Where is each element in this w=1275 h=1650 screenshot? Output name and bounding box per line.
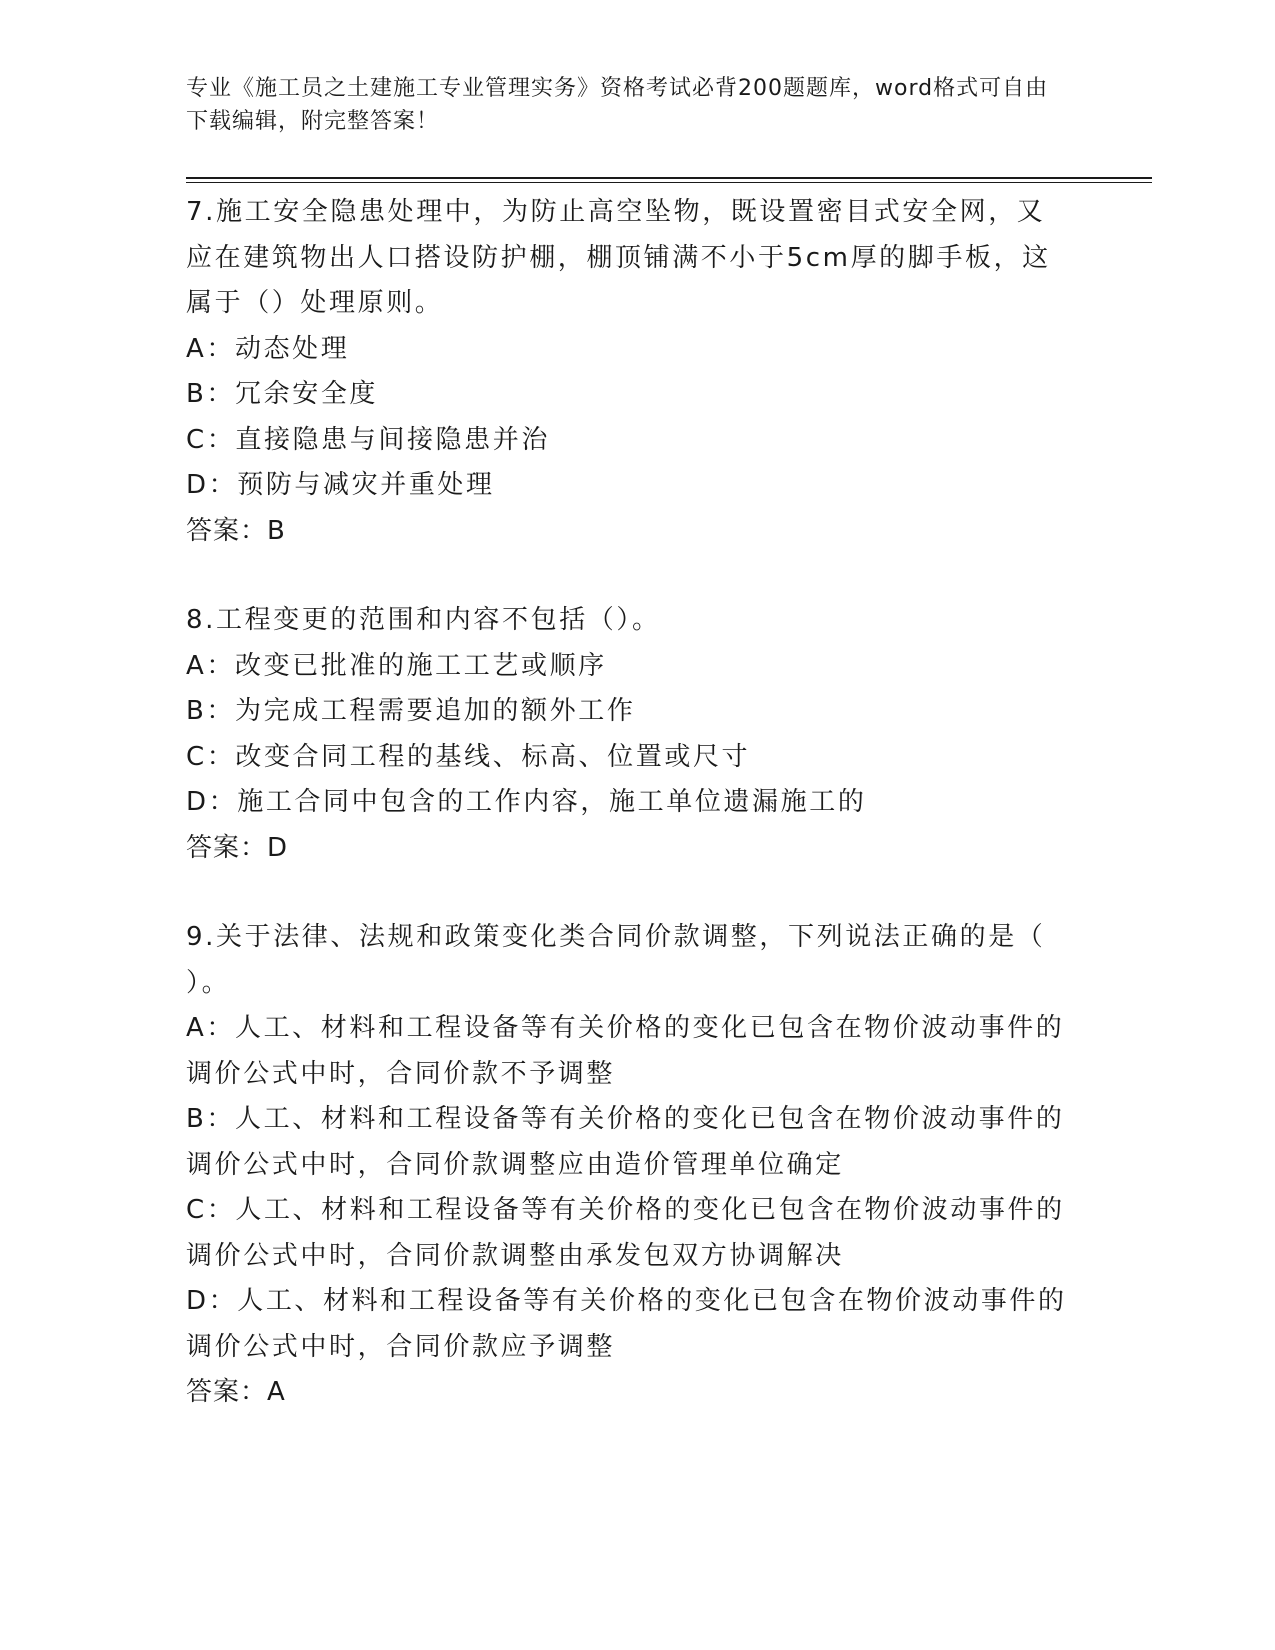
option-a: A：改变已批准的施工工艺或顺序 [186, 650, 607, 681]
question-9 [186, 915, 1076, 1416]
option-b: B：人工、材料和工程设备等有关价格的变化已包含在物价波动事件的 [186, 1104, 1065, 1134]
option-c-continued: 调价公式中时，合同价款调整由承发包双方协调解决 [186, 1240, 844, 1271]
question-stem-line: ）。 [186, 967, 231, 998]
option-b: B：为完成工程需要追加的额外工作 [186, 696, 636, 726]
option-d-continued: 调价公式中时，合同价款应予调整 [186, 1331, 616, 1362]
question-list [186, 190, 1076, 1460]
answer: 答案：B [186, 515, 286, 546]
question-8 [186, 598, 1076, 871]
option-c: C：直接隐患与间接隐患并治 [186, 424, 550, 455]
question-stem-line: 属于（）处理原则。 [186, 288, 444, 318]
question-stem-line: 9.关于法律、法规和政策变化类合同价款调整，下列说法正确的是（ [186, 922, 1046, 952]
option-a: A：动态处理 [186, 333, 350, 364]
option-b: B：冗余安全度 [186, 379, 379, 409]
option-a: A：人工、材料和工程设备等有关价格的变化已包含在物价波动事件的 [186, 1013, 1065, 1043]
question-stem-line: 应在建筑物出人口搭设防护棚，棚顶铺满不小于5cm厚的脚手板，这 [186, 242, 1051, 273]
header-rule-thick [186, 177, 1152, 179]
question-7 [186, 190, 1076, 554]
option-d: D：预防与减灾并重处理 [186, 470, 495, 500]
option-c: C：改变合同工程的基线、标高、位置或尺寸 [186, 741, 751, 772]
option-c: C：人工、材料和工程设备等有关价格的变化已包含在物价波动事件的 [186, 1195, 1065, 1225]
option-b-continued: 调价公式中时，合同价款调整应由造价管理单位确定 [186, 1149, 844, 1180]
question-stem-line: 8.工程变更的范围和内容不包括（）。 [186, 605, 661, 635]
header-rule-thin [186, 182, 1152, 183]
document-header: 专业《施工员之土建施工专业管理实务》资格考试必背200题题库，word格式可自由下载编辑，附完整答案！ [186, 76, 1049, 134]
question-stem-line: 7.施工安全隐患处理中，为防止高空坠物，既设置密目式安全网，又 [186, 197, 1046, 227]
option-d: D：人工、材料和工程设备等有关价格的变化已包含在物价波动事件的 [186, 1286, 1067, 1316]
answer: 答案：A [186, 1377, 286, 1407]
option-a-continued: 调价公式中时，合同价款不予调整 [186, 1058, 616, 1089]
option-d: D：施工合同中包含的工作内容，施工单位遗漏施工的 [186, 787, 867, 817]
answer: 答案：D [186, 832, 289, 863]
